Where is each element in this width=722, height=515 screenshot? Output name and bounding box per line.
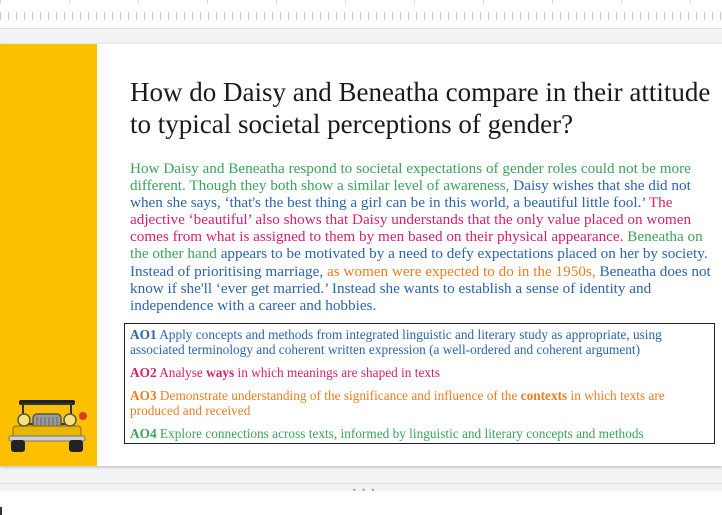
paragraph-segment: Beneatha on the other hand: [130, 228, 703, 263]
ao3-line: [130, 388, 710, 418]
ruler-ticks: [0, 12, 722, 20]
ao4-line: [130, 426, 710, 441]
slide-canvas[interactable]: [0, 44, 722, 466]
ruler-top-marks: [0, 0, 722, 4]
ao2-code: AO2: [130, 365, 157, 380]
ao3-code: AO3: [130, 388, 157, 403]
ao2-text-end: in which meanings are shaped in texts: [234, 365, 440, 380]
assessment-objectives-box[interactable]: [124, 323, 715, 444]
speaker-notes-area[interactable]: [0, 491, 722, 515]
ao1-line: [130, 327, 710, 357]
paragraph-segment: Beneatha does not know if she'll ‘ever get married.’ Instead she wants to establish a sense of identity and independence with a career and hobbies.: [130, 262, 711, 314]
ao2-text: Analyse: [156, 365, 207, 380]
text-cursor: [0, 507, 2, 515]
ao1-text: Apply concepts and methods from integrated linguistic and literary study as appropriate, using associated terminology and coherent written expression (a well-ordered and coherent argument): [130, 327, 662, 358]
vintage-car-icon: [5, 396, 89, 454]
ao1-code: AO1: [130, 327, 157, 342]
ao2-line: [130, 365, 710, 380]
ao3-text: Demonstrate understanding of the significance and influence of the: [156, 388, 521, 403]
accent-side-bar: [0, 44, 97, 466]
horizontal-ruler[interactable]: [0, 0, 722, 29]
ao2-bold: ways: [206, 365, 235, 380]
notes-divider: [0, 483, 722, 484]
paragraph-segment: How Daisy and Beneatha respond to societal expectations of gender roles could not be more different. Though they both show a similar level of awareness,: [130, 160, 691, 195]
paragraph-segment: The adjective ‘beautiful’ also shows that Daisy understands that the only value placed on women comes from what is assigned to them by men based on their physical appearance.: [130, 194, 692, 246]
analysis-paragraph[interactable]: [130, 160, 720, 314]
paragraph-segment: appears to be motivated by a need to defy expectations placed on her by society. Instead of prioritising marriage,: [130, 245, 708, 280]
ao3-text-end: in which texts are produced and received: [130, 388, 665, 419]
ao4-text: Explore connections across texts, informed by linguistic and literary concepts and methods: [156, 426, 644, 441]
ao3-bold: contexts: [520, 388, 568, 403]
ao4-code: AO4: [130, 426, 157, 441]
slide-title[interactable]: How do Daisy and Beneatha compare in their attitude to typical societal perceptions of gender?: [130, 77, 711, 139]
paragraph-segment: Daisy wishes that she did not when she says, ‘that's the best thing a girl can be in this world, a beautiful little fool.’: [130, 177, 691, 212]
paragraph-segment: as women were expected to do in the 1950s,: [326, 262, 596, 280]
